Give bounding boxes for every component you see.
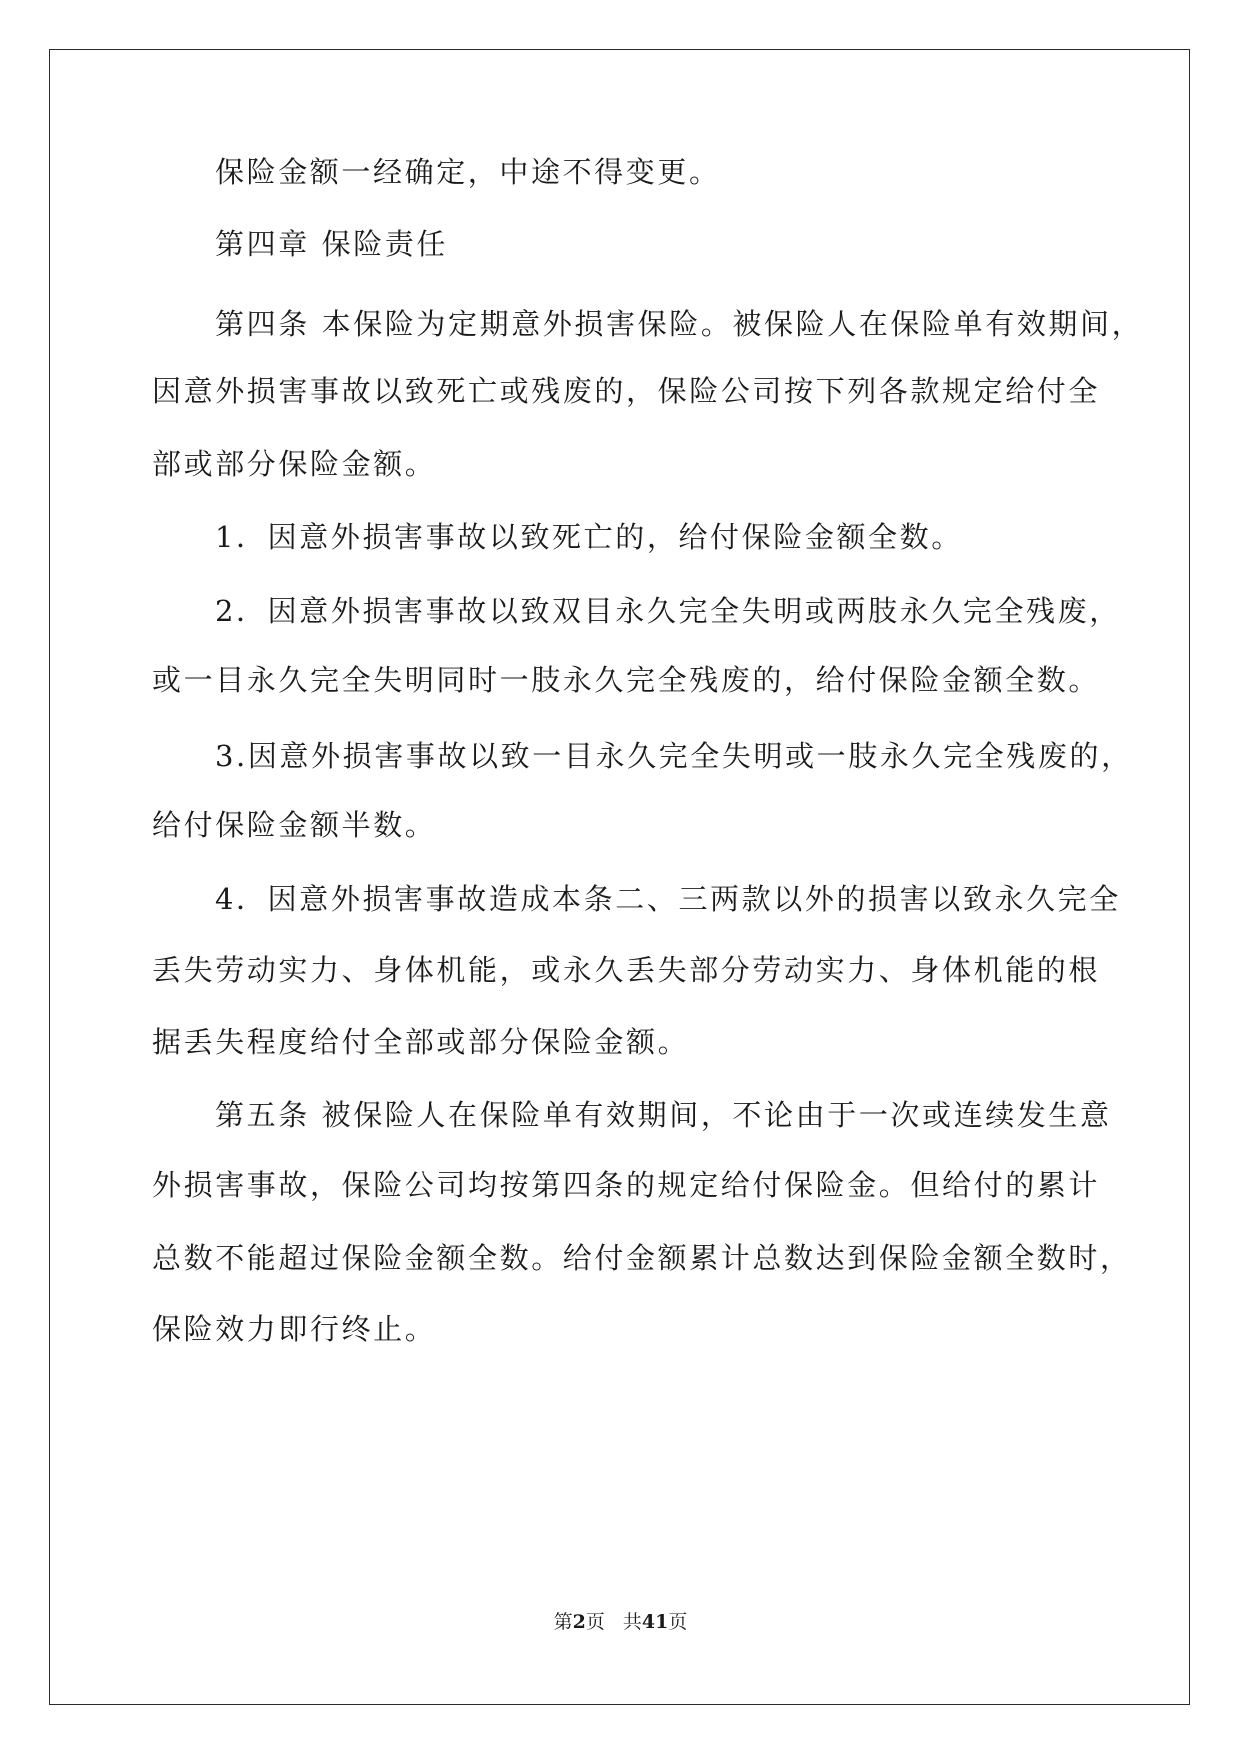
page-number: 2 xyxy=(572,1611,586,1633)
total-pages: 41 xyxy=(641,1611,669,1633)
page-label-prefix: 第 xyxy=(553,1611,573,1633)
list-item: 3.因意外损害事故以致一目永久完全失明或一肢永久完全残废的， xyxy=(215,739,1133,773)
paragraph-line: 保险效力即行终止。 xyxy=(152,1312,437,1346)
paragraph-line: 第五条 被保险人在保险单有效期间，不论由于一次或连续发生意 xyxy=(215,1098,1112,1132)
paragraph-line: 据丢失程度给付全部或部分保险金额。 xyxy=(152,1025,690,1059)
total-label-prefix: 共 xyxy=(622,1611,642,1633)
paragraph-line: 因意外损害事故以致死亡或残废的，保险公司按下列各款规定给付全 xyxy=(152,374,1101,408)
total-label-suffix: 页 xyxy=(668,1611,688,1633)
paragraph-line: 总数不能超过保险金额全数。给付金额累计总数达到保险金额全数时， xyxy=(152,1241,1132,1275)
paragraph-line: 保险金额一经确定，中途不得变更。 xyxy=(215,155,721,189)
page-label-suffix: 页 xyxy=(585,1611,605,1633)
paragraph-line: 丢失劳动实力、身体机能，或永久丢失部分劳动实力、身体机能的根 xyxy=(152,953,1101,987)
paragraph-line: 或一目永久完全失明同时一肢永久完全残废的，给付保险金额全数。 xyxy=(152,663,1101,697)
paragraph-line: 部或部分保险金额。 xyxy=(152,447,437,481)
page-footer xyxy=(0,1607,1241,1634)
chapter-heading: 第四章 保险责任 xyxy=(215,227,449,261)
list-item: 1．因意外损害事故以致死亡的，给付保险金额全数。 xyxy=(215,520,963,554)
paragraph-line: 外损害事故，保险公司均按第四条的规定给付保险金。但给付的累计 xyxy=(152,1168,1101,1202)
paragraph-line: 第四条 本保险为定期意外损害保险。被保险人在保险单有效期间， xyxy=(215,307,1144,341)
page-border xyxy=(49,49,1190,1705)
paragraph-line: 给付保险金额半数。 xyxy=(152,808,437,842)
list-item: 4．因意外损害事故造成本条二、三两款以外的损害以致永久完全 xyxy=(215,882,1121,916)
list-item: 2．因意外损害事故以致双目永久完全失明或两肢永久完全残废， xyxy=(215,594,1121,628)
